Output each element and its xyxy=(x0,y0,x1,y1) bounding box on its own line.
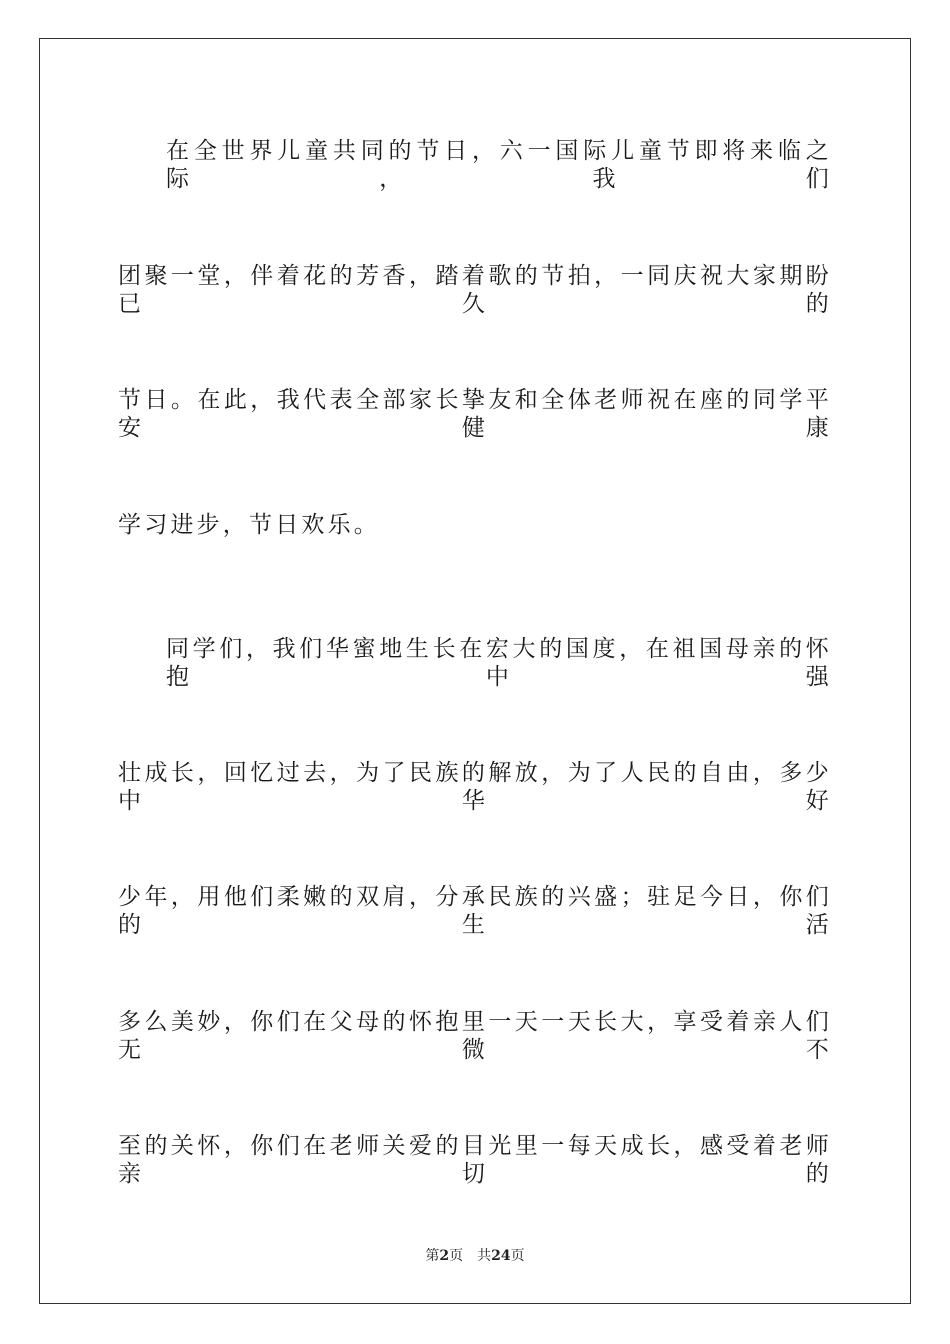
total-pages: 24 xyxy=(491,1248,511,1264)
page-prefix: 第 xyxy=(425,1248,440,1264)
total-prefix: 共 xyxy=(477,1248,492,1264)
paragraph-1-line-1: 在全世界儿童共同的节日，六一国际儿童节即将来临之际，我们 xyxy=(166,138,832,192)
paragraph-2-line-4: 多么美妙，你们在父母的怀抱里一天一天长大，享受着亲人们无微不 xyxy=(118,1009,832,1063)
page-footer xyxy=(0,1247,950,1265)
paragraph-1-line-4: 学习进步，节日欢乐。 xyxy=(118,512,380,538)
paragraph-2-line-1: 同学们，我们华蜜地生长在宏大的国度，在祖国母亲的怀抱中强 xyxy=(166,636,832,690)
paragraph-2-line-5: 至的关怀，你们在老师关爱的目光里一每天成长，感受着老师亲切的 xyxy=(118,1133,832,1187)
total-suffix: 页 xyxy=(510,1248,525,1264)
paragraph-1-line-3: 节日。在此，我代表全部家长挚友和全体老师祝在座的同学平安健康 xyxy=(118,387,832,441)
paragraph-2-line-2: 壮成长，回忆过去，为了民族的解放，为了人民的自由，多少中华好 xyxy=(118,760,832,814)
paragraph-1-line-2: 团聚一堂，伴着花的芳香，踏着歌的节拍，一同庆祝大家期盼已久的 xyxy=(118,263,832,317)
page-number: 2 xyxy=(439,1248,450,1264)
page-suffix: 页 xyxy=(449,1248,464,1264)
paragraph-2-line-3: 少年，用他们柔嫩的双肩，分承民族的兴盛；驻足今日，你们的生活 xyxy=(118,884,832,938)
